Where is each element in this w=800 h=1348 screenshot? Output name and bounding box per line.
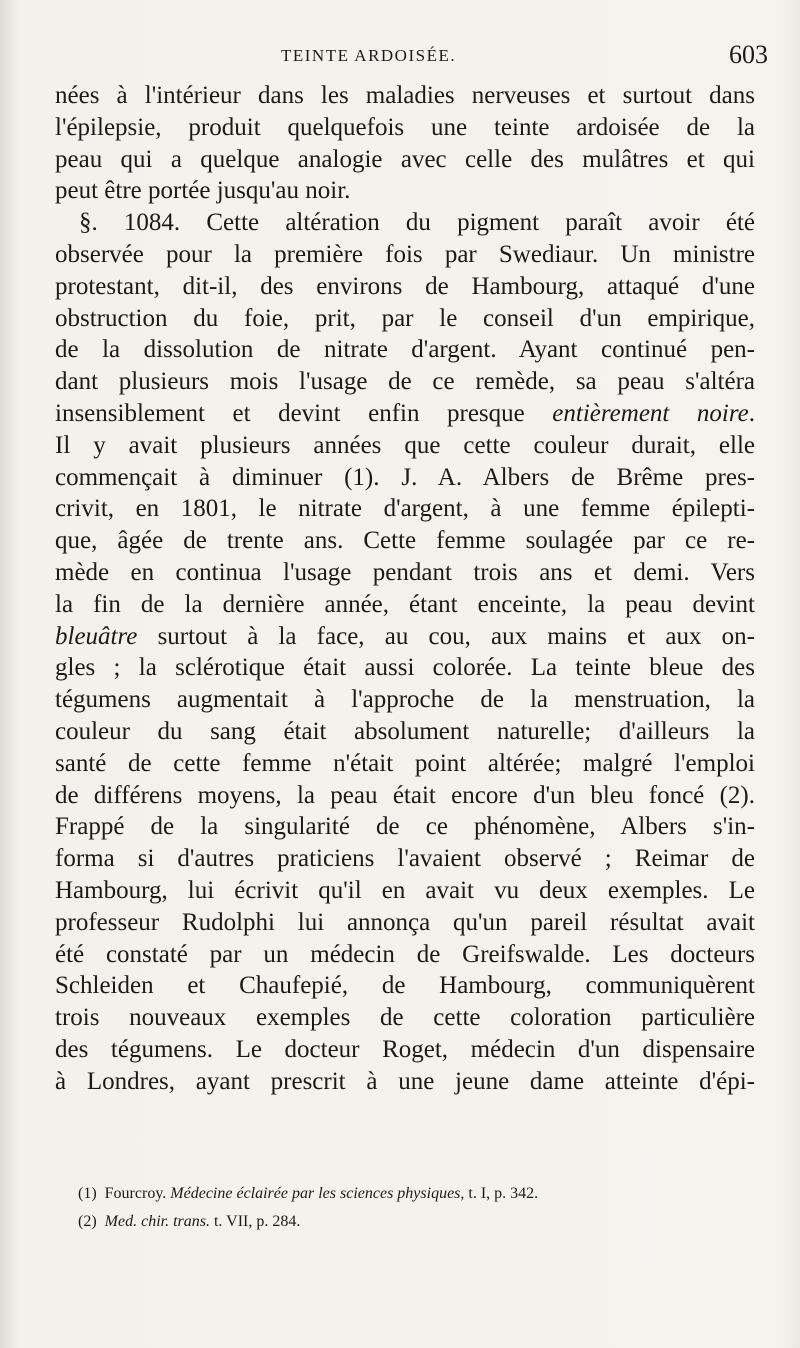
text-line <box>55 366 755 398</box>
text-line <box>55 811 755 843</box>
footnote-text: Fourcroy. <box>104 1185 171 1202</box>
text-segment: . <box>748 399 756 427</box>
text-line <box>55 175 755 207</box>
text-segment: surtout à la face, au cou, aux mains et aux on- <box>137 622 755 650</box>
text-segment: gles ; la sclérotique était aussi colorée. La teinte bleue des <box>55 654 755 682</box>
text-segment: des tégumens. Le docteur Roget, médecin d'un dispensaire <box>55 1035 755 1063</box>
text-segment: insensiblement et devint enfin presque <box>55 399 553 427</box>
text-segment: crivit, en 1801, le nitrate d'argent, à une femme épilepti- <box>55 495 755 523</box>
italic-text: bleuâtre <box>55 622 138 650</box>
italic-text: entièrement noire <box>552 399 749 427</box>
text-segment: de la dissolution de nitrate d'argent. Ayant continué pen- <box>55 336 755 364</box>
text-line <box>55 430 755 462</box>
footnote-text: t. VII, p. 284. <box>209 1213 301 1230</box>
text-segment: tégumens augmentait à l'approche de la menstruation, la <box>55 686 755 714</box>
text-segment: couleur du sang était absolument naturelle; d'ailleurs la <box>55 717 755 745</box>
text-line <box>55 621 755 653</box>
footnote <box>78 1208 718 1236</box>
text-line <box>55 716 755 748</box>
text-line <box>55 80 755 112</box>
text-segment: Hambourg, lui écrivit qu'il en avait vu deux exemples. Le <box>55 876 755 904</box>
text-segment: Schleiden et Chaufepié, de Hambourg, communiquèrent <box>55 972 755 1000</box>
text-line <box>55 939 755 971</box>
running-head: TEINTE ARDOISÉE. <box>281 46 457 65</box>
text-segment: trois nouveaux exemples de cette coloration particulière <box>55 1004 755 1032</box>
text-line <box>55 334 755 366</box>
text-segment: forma si d'autres praticiens l'avaient observé ; Reimar de <box>55 845 755 873</box>
text-line <box>55 144 755 176</box>
text-line <box>55 525 755 557</box>
text-line <box>55 907 755 939</box>
text-segment: que, âgée de trente ans. Cette femme soulagée par ce re- <box>55 527 755 555</box>
text-segment: protestant, dit-il, des environs de Hambourg, attaqué d'une <box>55 272 755 300</box>
text-segment: §. 1084. Cette altération du pigment paraît avoir été <box>79 209 755 237</box>
text-segment: santé de cette femme n'était point altérée; malgré l'emploi <box>55 749 755 777</box>
text-segment: Frappé de la singularité de ce phénomène, Albers s'in- <box>55 813 755 841</box>
text-segment: observée pour la première fois par Swediaur. Un ministre <box>55 240 755 268</box>
text-line <box>55 303 755 335</box>
text-segment: été constaté par un médecin de Greifswalde. Les docteurs <box>55 940 755 968</box>
text-line <box>55 684 755 716</box>
page-header <box>56 40 768 76</box>
footnote-title: Med. chir. trans. <box>104 1213 210 1230</box>
text-segment: de différens moyens, la peau était encore d'un bleu foncé (2). <box>55 781 755 809</box>
text-line <box>55 875 755 907</box>
text-line <box>55 271 755 303</box>
page-number: 603 <box>729 40 768 69</box>
text-segment: professeur Rudolphi lui annonça qu'un pareil résultat avait <box>55 908 755 936</box>
text-line <box>55 239 755 271</box>
footnote-number: (1) <box>78 1185 97 1202</box>
text-line <box>55 748 755 780</box>
text-line <box>55 1002 755 1034</box>
text-line <box>55 1066 755 1098</box>
text-segment: à Londres, ayant prescrit à une jeune dame atteinte d'épi- <box>55 1067 755 1095</box>
footnote <box>78 1180 718 1208</box>
text-line <box>55 557 755 589</box>
text-line <box>55 207 755 239</box>
text-segment: peau qui a quelque analogie avec celle des mulâtres et qui <box>55 145 755 173</box>
body-text <box>55 80 755 1098</box>
text-line <box>55 780 755 812</box>
text-segment: obstruction du foie, prit, par le conseil d'un empirique, <box>55 304 755 332</box>
text-line <box>55 398 755 430</box>
text-line <box>55 462 755 494</box>
footnote-title: Médecine éclairée par les sciences physiques <box>170 1185 461 1202</box>
text-line <box>55 493 755 525</box>
text-segment: Il y avait plusieurs années que cette couleur durait, elle <box>55 431 755 459</box>
text-segment: commençait à diminuer (1). J. A. Albers de Brême pres- <box>55 463 755 491</box>
text-line <box>55 843 755 875</box>
text-line <box>55 652 755 684</box>
footnotes <box>78 1180 718 1236</box>
footnote-text: , t. I, p. 342. <box>460 1185 539 1202</box>
text-line <box>55 970 755 1002</box>
text-segment: peut être portée jusqu'au noir. <box>55 177 351 205</box>
text-segment: mède en continua l'usage pendant trois ans et demi. Vers <box>55 558 755 586</box>
text-segment: dant plusieurs mois l'usage de ce remède, sa peau s'altéra <box>55 368 755 396</box>
text-line <box>55 589 755 621</box>
footnote-number: (2) <box>78 1213 97 1230</box>
text-segment: l'épilepsie, produit quelquefois une teinte ardoisée de la <box>55 113 755 141</box>
text-line <box>55 1034 755 1066</box>
text-segment: la fin de la dernière année, étant enceinte, la peau devint <box>55 590 755 618</box>
text-segment: nées à l'intérieur dans les maladies nerveuses et surtout dans <box>55 82 755 109</box>
text-line <box>55 112 755 144</box>
